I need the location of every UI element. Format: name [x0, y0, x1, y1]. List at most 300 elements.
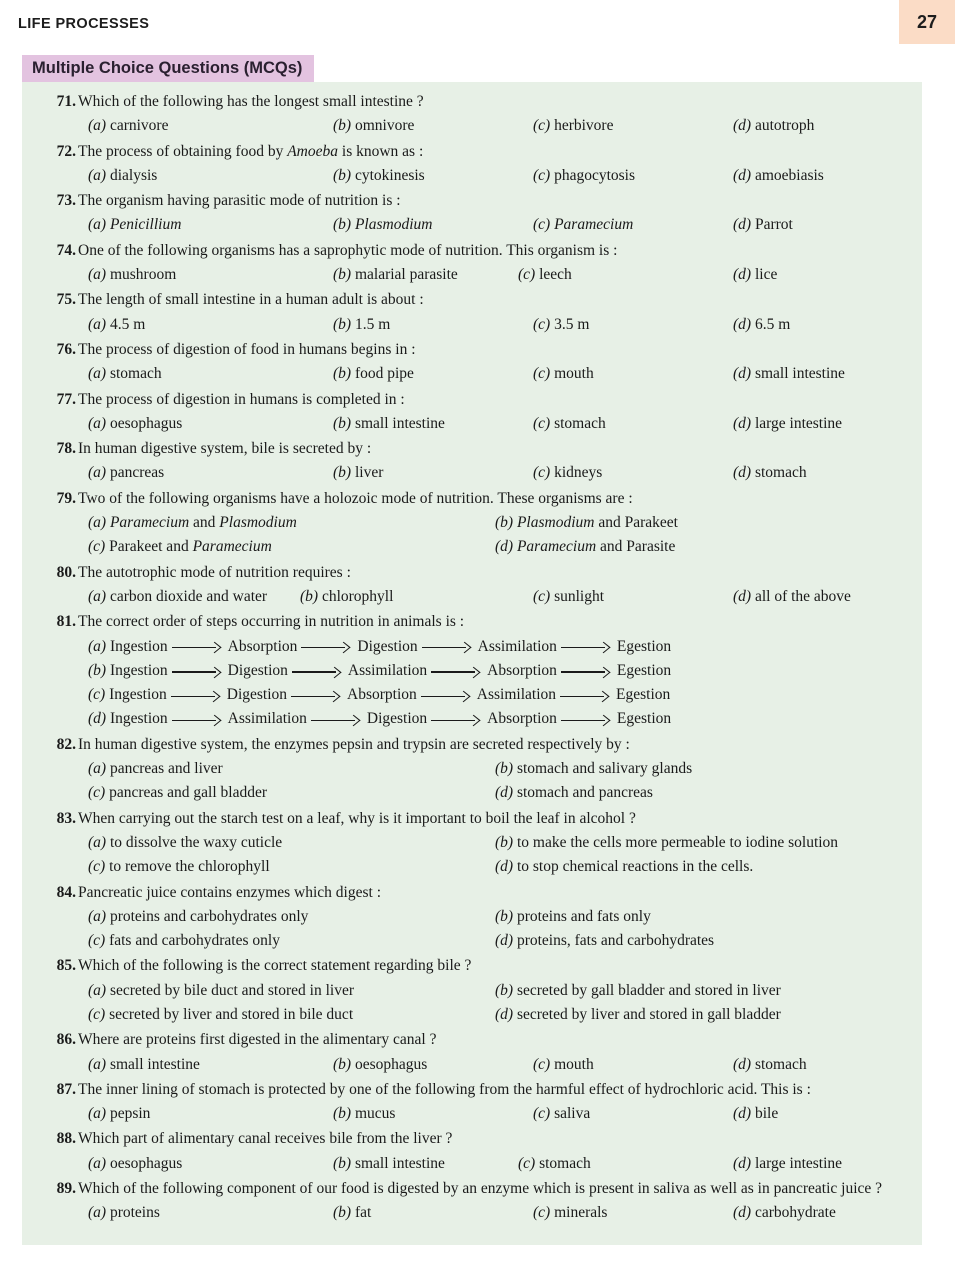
sequence-step: Digestion: [226, 686, 288, 704]
option-text: to make the cells more permeable to iodine solution: [516, 833, 839, 851]
scientific-name: Paramecium: [516, 538, 597, 556]
option-text: oesophagus: [109, 414, 183, 432]
right-arrow-icon: [561, 715, 613, 725]
option-row: [78, 707, 914, 731]
option-b[interactable]: [495, 905, 651, 929]
option-label: (a): [88, 587, 107, 605]
option-label: (c): [533, 117, 551, 135]
option-text: proteins and carbohydrates only: [109, 907, 309, 925]
right-arrow-icon: [291, 691, 343, 701]
question-number: 76.: [56, 340, 76, 358]
option-label: (b): [333, 1154, 352, 1172]
option-text: stomach: [109, 365, 162, 383]
right-arrow-icon: [561, 666, 613, 676]
option-label: (d): [733, 587, 752, 605]
option-d[interactable]: [495, 1003, 781, 1027]
option-text: stomach: [754, 1055, 807, 1073]
option-a[interactable]: [88, 1053, 200, 1077]
option-group: [78, 511, 914, 560]
question-number: 85.: [56, 957, 76, 975]
option-c[interactable]: [88, 1003, 353, 1027]
option-c[interactable]: [88, 683, 670, 707]
question-text: The autotrophic mode of nutrition requires :: [78, 563, 351, 581]
question-text: Which of the following is the correct statement regarding bile ?: [78, 957, 472, 975]
section-banner-label: Multiple Choice Questions (MCQs): [32, 59, 303, 77]
text-run: and: [189, 514, 220, 532]
question-number: 89.: [56, 1180, 76, 1198]
option-row: [78, 1201, 914, 1225]
option-text: 6.5 m: [754, 315, 791, 333]
option-text: 4.5 m: [109, 315, 146, 333]
option-text: autotroph: [754, 117, 815, 135]
option-text: to dissolve the waxy cuticle: [109, 833, 283, 851]
option-label: (c): [88, 858, 106, 876]
option-d[interactable]: [733, 1053, 807, 1077]
option-label: (a): [88, 1105, 107, 1123]
right-arrow-icon: [292, 666, 344, 676]
option-label: (d): [733, 315, 752, 333]
option-label: (c): [518, 266, 536, 284]
option-label: (d): [733, 1055, 752, 1073]
option-label: (b): [333, 1204, 352, 1222]
sequence-step: Assimilation: [477, 637, 557, 655]
option-b[interactable]: [333, 461, 383, 485]
option-d[interactable]: [733, 1152, 842, 1176]
option-text: sunlight: [554, 587, 605, 605]
scientific-name: Plasmodium: [516, 514, 595, 532]
option-a[interactable]: [88, 412, 182, 436]
right-arrow-icon: [171, 691, 223, 701]
option-label: (c): [533, 587, 551, 605]
option-label: (a): [88, 981, 107, 999]
option-text: leech: [539, 266, 572, 284]
option-text: amoebiasis: [754, 166, 824, 184]
option-c[interactable]: [533, 362, 594, 386]
option-d[interactable]: [733, 114, 814, 138]
option-text: mushroom: [109, 266, 177, 284]
option-group: [78, 263, 914, 287]
right-arrow-icon: [431, 715, 483, 725]
sequence-step: Absorption: [347, 686, 417, 704]
option-a[interactable]: [88, 114, 168, 138]
option-c[interactable]: [533, 1053, 594, 1077]
question-number: 74.: [56, 241, 76, 259]
option-label: (a): [88, 414, 107, 432]
option-text: secreted by liver and stored in bile duct: [109, 1005, 354, 1023]
option-c[interactable]: [533, 1102, 590, 1126]
option-label: (b): [333, 1105, 352, 1123]
option-d[interactable]: [733, 461, 807, 485]
option-label: (b): [333, 266, 352, 284]
question-item: [22, 1127, 922, 1176]
option-text: to stop chemical reactions in the cells.: [516, 858, 754, 876]
option-label: (b): [333, 216, 352, 234]
option-a[interactable]: [88, 213, 181, 237]
option-label: (d): [733, 166, 752, 184]
option-a[interactable]: [88, 905, 308, 929]
option-text: carbohydrate: [754, 1204, 836, 1222]
page-number: 27: [916, 11, 938, 32]
option-d[interactable]: [733, 412, 842, 436]
question-number: 72.: [56, 142, 76, 160]
option-a[interactable]: [88, 1152, 182, 1176]
option-label: (d): [733, 464, 752, 482]
option-a[interactable]: [88, 1102, 150, 1126]
option-label: (a): [88, 365, 107, 383]
option-text: minerals: [554, 1204, 608, 1222]
question-text: In human digestive system, bile is secreted by :: [78, 440, 372, 458]
option-label: (b): [495, 907, 514, 925]
option-text: stomach: [539, 1154, 591, 1172]
question-number: 81.: [56, 613, 76, 631]
question-number: 75.: [56, 291, 76, 309]
option-row: [78, 929, 914, 953]
question-number: 77.: [56, 390, 76, 408]
option-text: malarial parasite: [354, 266, 458, 284]
option-row: [78, 635, 914, 659]
option-a[interactable]: [88, 461, 164, 485]
option-b[interactable]: [300, 585, 393, 609]
option-text: proteins and fats only: [516, 907, 651, 925]
option-c[interactable]: [533, 1201, 607, 1225]
option-a[interactable]: [88, 979, 354, 1003]
option-b[interactable]: [333, 114, 414, 138]
option-b[interactable]: [333, 1152, 445, 1176]
option-row: [78, 1152, 914, 1176]
option-group: [78, 1053, 914, 1077]
option-group: [78, 362, 914, 386]
option-text: oesophagus: [354, 1055, 428, 1073]
option-text: large intestine: [754, 414, 843, 432]
option-text: small intestine: [354, 1154, 445, 1172]
option-label: (b): [333, 117, 352, 135]
question-number: 71.: [56, 93, 76, 110]
option-row: [78, 362, 914, 386]
option-text: mucus: [354, 1105, 396, 1123]
option-b[interactable]: [495, 831, 838, 855]
option-text: pancreas: [109, 464, 165, 482]
option-text: mouth: [554, 365, 594, 383]
option-a[interactable]: [88, 511, 297, 535]
sequence-step: Ingestion: [109, 686, 167, 704]
sequence-step: Digestion: [357, 637, 418, 655]
question-item: [22, 437, 922, 486]
question-number: 73.: [56, 192, 76, 210]
option-label: (d): [733, 365, 752, 383]
option-group: [78, 635, 914, 732]
right-arrow-icon: [421, 691, 473, 701]
option-b[interactable]: [495, 757, 692, 781]
option-text: carnivore: [109, 117, 169, 135]
option-row: [78, 511, 914, 535]
sequence-step: Digestion: [366, 710, 428, 728]
option-c[interactable]: [518, 1152, 591, 1176]
question-list: [22, 90, 922, 1226]
running-head: [0, 0, 965, 44]
option-group: [78, 461, 914, 485]
option-a[interactable]: [88, 757, 223, 781]
option-label: (d): [733, 1154, 752, 1172]
option-a[interactable]: [88, 313, 145, 337]
option-label: (a): [88, 216, 107, 234]
option-text: cytokinesis: [354, 166, 425, 184]
option-d[interactable]: [495, 855, 753, 879]
option-text: chlorophyll: [321, 587, 394, 605]
option-text: all of the above: [754, 587, 851, 605]
option-b[interactable]: [495, 979, 781, 1003]
option-b[interactable]: [88, 659, 671, 683]
option-d[interactable]: [733, 362, 845, 386]
option-b[interactable]: [333, 164, 425, 188]
sequence-step: Assimilation: [347, 661, 428, 679]
option-label: (a): [88, 1055, 107, 1073]
question-item: [22, 1177, 922, 1226]
option-label: (b): [333, 414, 352, 432]
option-label: (c): [533, 414, 551, 432]
option-text: secreted by gall bladder and stored in liver: [516, 981, 781, 999]
sequence-step: Assimilation: [227, 710, 307, 728]
option-c[interactable]: [533, 213, 633, 237]
option-group: [78, 979, 914, 1028]
option-text: stomach: [554, 414, 606, 432]
option-text: Plasmodium: [354, 216, 433, 234]
right-arrow-icon: [172, 642, 224, 652]
question-item: [22, 189, 922, 238]
option-c[interactable]: [88, 781, 267, 805]
question-number: 84.: [56, 883, 76, 901]
text-run: Parakeet and: [109, 538, 193, 556]
question-item: [22, 90, 922, 139]
option-d[interactable]: [495, 535, 675, 559]
option-row: [78, 781, 914, 805]
option-text: stomach and pancreas: [516, 784, 653, 802]
option-label: (d): [495, 784, 514, 802]
option-b[interactable]: [333, 313, 390, 337]
option-c[interactable]: [88, 855, 270, 879]
question-number: 87.: [56, 1080, 76, 1098]
option-label: (d): [495, 1005, 514, 1023]
option-d[interactable]: [733, 585, 851, 609]
option-label: (c): [533, 315, 551, 333]
option-row: [78, 114, 914, 138]
option-text: pancreas and gall bladder: [109, 784, 268, 802]
option-d[interactable]: [733, 1201, 836, 1225]
question-item: [22, 338, 922, 387]
option-b[interactable]: [495, 511, 678, 535]
option-a[interactable]: [88, 831, 282, 855]
option-text: small intestine: [354, 414, 445, 432]
option-text: fat: [354, 1204, 372, 1222]
option-label: (a): [88, 637, 107, 655]
sequence-step: Absorption: [487, 661, 557, 679]
option-c[interactable]: [533, 585, 604, 609]
option-text: kidneys: [554, 464, 603, 482]
question-text: Which of the following component of our food is digested by an enzyme which is present in saliva as well as in pancreatic juice ?: [78, 1180, 883, 1198]
right-arrow-icon: [172, 666, 224, 676]
text-run: is known as :: [338, 142, 424, 160]
option-label: (a): [88, 760, 107, 778]
option-row: [78, 263, 914, 287]
question-item: [22, 487, 922, 560]
option-d[interactable]: [88, 707, 671, 731]
option-a[interactable]: [88, 164, 157, 188]
option-b[interactable]: [333, 263, 458, 287]
option-group: [78, 213, 914, 237]
sequence-step: Absorption: [487, 710, 557, 728]
right-arrow-icon: [301, 642, 353, 652]
sequence-step: Egestion: [616, 661, 672, 679]
scientific-name: Paramecium: [192, 538, 272, 556]
option-a[interactable]: [88, 635, 671, 659]
section-banner: [22, 55, 314, 82]
option-text: fats and carbohydrates only: [109, 932, 280, 950]
option-label: (c): [88, 932, 106, 950]
option-c[interactable]: [533, 412, 606, 436]
option-c[interactable]: [533, 313, 589, 337]
option-b[interactable]: [333, 1201, 371, 1225]
option-d[interactable]: [733, 1102, 778, 1126]
option-a[interactable]: [88, 1201, 160, 1225]
option-label: (d): [733, 414, 752, 432]
sequence-step: Ingestion: [109, 661, 168, 679]
text-run: The process of obtaining food by: [78, 142, 288, 160]
option-label: (a): [88, 1204, 107, 1222]
option-a[interactable]: [88, 585, 267, 609]
option-label: (c): [518, 1154, 536, 1172]
right-arrow-icon: [311, 715, 363, 725]
option-label: (a): [88, 166, 107, 184]
question-text: One of the following organisms has a saprophytic mode of nutrition. This organism is :: [78, 241, 618, 259]
question-text: When carrying out the starch test on a leaf, why is it important to boil the leaf in alcohol ?: [78, 809, 636, 827]
question-item: [22, 388, 922, 437]
option-row: [78, 831, 914, 855]
option-row: [78, 1003, 914, 1027]
question-item: [22, 561, 922, 610]
option-d[interactable]: [733, 164, 824, 188]
option-label: (a): [88, 266, 107, 284]
chapter-title: LIFE PROCESSES: [18, 16, 150, 32]
option-label: (a): [88, 1154, 107, 1172]
option-label: (c): [533, 216, 551, 234]
option-a[interactable]: [88, 362, 162, 386]
option-row: [78, 855, 914, 879]
option-group: [78, 1201, 914, 1225]
option-c[interactable]: [533, 461, 602, 485]
option-row: [78, 1102, 914, 1126]
option-group: [78, 114, 914, 138]
question-text: The inner lining of stomach is protected by one of the following from the harmful effect of hydrochloric acid. This is :: [78, 1080, 811, 1098]
option-label: (b): [333, 464, 352, 482]
option-b[interactable]: [333, 362, 414, 386]
option-d[interactable]: [733, 313, 790, 337]
option-label: (d): [733, 1105, 752, 1123]
option-label: (a): [88, 514, 107, 532]
option-a[interactable]: [88, 263, 176, 287]
question-number: 83.: [56, 809, 76, 827]
option-label: (a): [88, 315, 107, 333]
option-label: (c): [533, 464, 551, 482]
option-label: (d): [495, 932, 514, 950]
option-group: [78, 831, 914, 880]
option-d[interactable]: [733, 263, 777, 287]
option-row: [78, 313, 914, 337]
option-text: liver: [354, 464, 384, 482]
sequence-step: Ingestion: [109, 637, 168, 655]
option-group: [78, 585, 914, 609]
option-row: [78, 535, 914, 559]
text-run: and Parakeet: [594, 514, 678, 532]
scientific-name: Plasmodium: [219, 514, 297, 532]
option-label: (b): [88, 661, 107, 679]
option-d[interactable]: [733, 213, 793, 237]
option-group: [78, 164, 914, 188]
option-label: (a): [88, 464, 107, 482]
right-arrow-icon: [431, 666, 483, 676]
right-arrow-icon: [422, 642, 474, 652]
option-row: [78, 1053, 914, 1077]
question-text: The process of digestion in humans is completed in :: [78, 390, 405, 408]
question-item: [22, 733, 922, 806]
option-label: (b): [495, 760, 514, 778]
question-text: The correct order of steps occurring in nutrition in animals is :: [78, 613, 465, 631]
question-text: The length of small intestine in a human adult is about :: [78, 291, 424, 309]
option-b[interactable]: [333, 1102, 395, 1126]
option-d[interactable]: [495, 929, 714, 953]
question-item: [22, 1078, 922, 1127]
option-text: bile: [754, 1105, 779, 1123]
question-text: Pancreatic juice contains enzymes which digest :: [78, 883, 382, 901]
option-text: oesophagus: [109, 1154, 183, 1172]
option-b[interactable]: [333, 1053, 427, 1077]
option-label: (b): [495, 981, 514, 999]
option-text: stomach and salivary glands: [516, 760, 693, 778]
option-text: small intestine: [754, 365, 845, 383]
option-label: (a): [88, 907, 107, 925]
option-label: (b): [333, 315, 352, 333]
option-label: (c): [88, 784, 106, 802]
option-b[interactable]: [333, 412, 445, 436]
option-c[interactable]: [533, 114, 613, 138]
option-text: proteins, fats and carbohydrates: [516, 932, 715, 950]
option-c[interactable]: [88, 929, 280, 953]
question-number: 80.: [56, 563, 76, 581]
question-item: [22, 140, 922, 189]
option-text: 1.5 m: [354, 315, 391, 333]
option-row: [78, 683, 914, 707]
option-row: [78, 164, 914, 188]
option-c[interactable]: [533, 164, 635, 188]
option-text: secreted by bile duct and stored in liver: [109, 981, 354, 999]
option-text: small intestine: [109, 1055, 200, 1073]
sequence-step: Egestion: [616, 686, 671, 704]
option-text: pepsin: [109, 1105, 151, 1123]
option-c[interactable]: [88, 535, 272, 559]
option-label: (c): [533, 1204, 551, 1222]
option-c[interactable]: [518, 263, 572, 287]
option-d[interactable]: [495, 781, 653, 805]
option-text: Paramecium: [554, 216, 634, 234]
option-text: herbivore: [554, 117, 614, 135]
option-label: (d): [733, 1204, 752, 1222]
question-number: 88.: [56, 1130, 76, 1148]
option-label: (b): [333, 1055, 352, 1073]
option-b[interactable]: [333, 213, 432, 237]
question-item: [22, 954, 922, 1027]
option-text: phagocytosis: [554, 166, 636, 184]
option-text: omnivore: [354, 117, 415, 135]
option-row: [78, 461, 914, 485]
option-text: mouth: [554, 1055, 594, 1073]
